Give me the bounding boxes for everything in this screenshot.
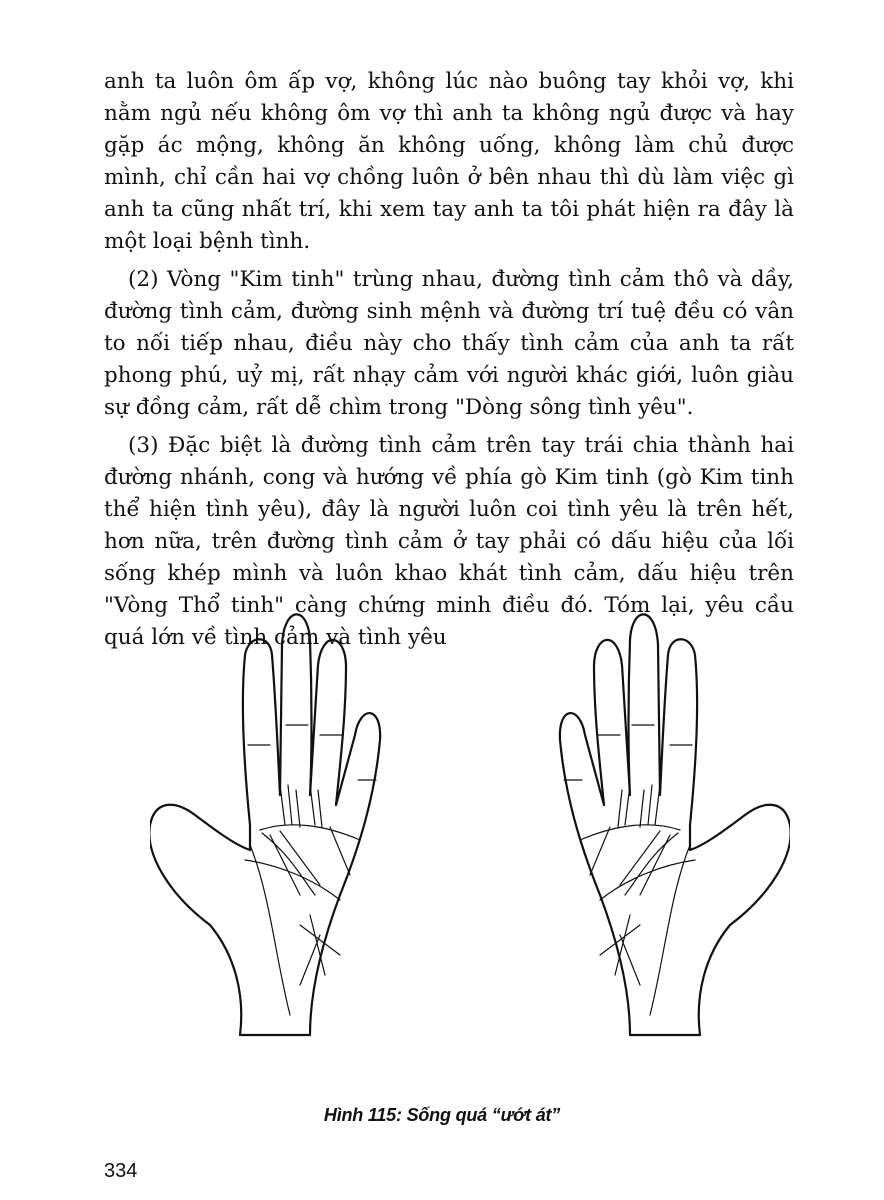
right-heart-line [580,825,680,840]
left-life-line [250,845,290,1015]
two-hands-drawing [150,595,790,1095]
right-life-line [650,845,690,1015]
page-number: 334 [104,1160,138,1182]
paragraph-continued: anh ta luôn ôm ấp vợ, không lúc nào buông tay khỏi vợ, khi nằm ngủ nếu không ôm vợ thì anh ta không ngủ được và hay gặp ác mộng, không ăn không uống, không làm chủ được mình, chỉ cần hai vợ chồng luôn ở bên nhau thì dù làm việc gì anh ta cũng nhất trí, khi xem tay anh ta tôi phát hiện ra đây là một loại bệnh tình. [104,69,794,254]
left-hand-outline [150,614,380,1035]
paragraph-2: (2) Vòng "Kim tinh" trùng nhau, đường tình cảm thô và dầy, đường tình cảm, đường sinh mệnh và đường trí tuệ đều có vân to nối tiếp nhau, điều này cho thấy tình cảm của anh ta rất phong phú, uỷ mị, rất nhạy cảm với người khác giới, luôn giàu sự đồng cảm, rất dễ chìm trong "Dòng sông tình yêu". [104,267,794,420]
paragraph-3: (3) Đặc biệt là đường tình cảm trên tay trái chia thành hai đường nhánh, cong và hướng về phía gò Kim tinh (gò Kim tinh thể hiện tình yêu), đây là người luôn coi tình yêu là trên hết, hơn nữa, trên đường tình cảm ở tay phải có dấu hiệu của lối sống khép mình và luôn khao khát tình cảm, dấu hiệu trên "Vòng Thổ tinh" càng chứng minh điều đó. Tóm lại, yêu cầu quá lớn về tình cảm và tình yêu [104,433,794,650]
figure-caption: Hình 115: Sống quá “ướt át” [323,1105,561,1125]
body-text [104,66,794,660]
right-hand-outline [560,614,790,1035]
palm-illustration [150,595,790,1095]
left-heart-line [260,825,360,840]
